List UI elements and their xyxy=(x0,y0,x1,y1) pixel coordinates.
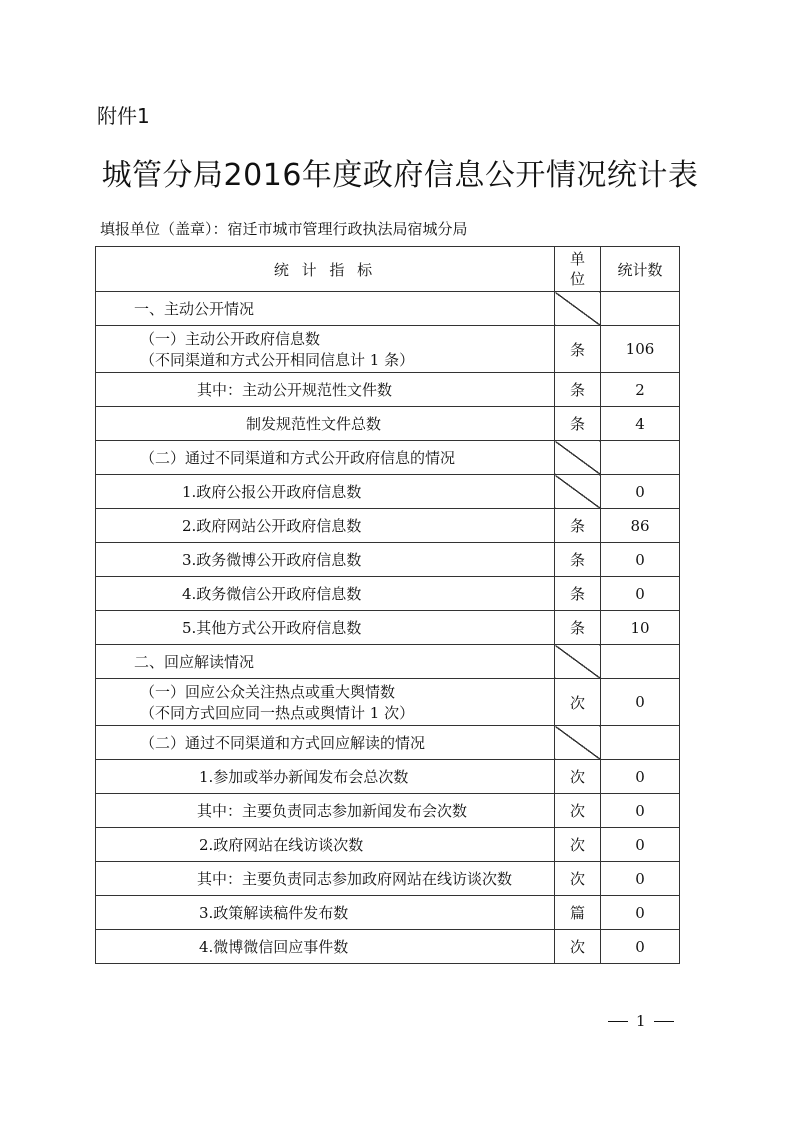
table-row xyxy=(96,828,680,862)
unit-cell: 条 xyxy=(555,373,601,407)
indicator-label: 3.政务微博公开政府信息数 xyxy=(182,551,362,569)
indicator-label: （一）主动公开政府信息数 xyxy=(140,330,321,348)
count-cell: 86 xyxy=(601,509,680,543)
unit-cell: 条 xyxy=(555,509,601,543)
unit-cell xyxy=(555,441,601,475)
count-cell: 0 xyxy=(601,896,680,930)
table-row xyxy=(96,930,680,964)
page-footer xyxy=(608,1012,674,1030)
unit-cell: 条 xyxy=(555,611,601,645)
table-row xyxy=(96,896,680,930)
indicator-label: 4.政务微信公开政府信息数 xyxy=(182,585,362,603)
indicator-label: （二）通过不同渠道和方式回应解读的情况 xyxy=(140,734,426,752)
indicator-cell xyxy=(96,373,555,407)
count-cell: 0 xyxy=(601,828,680,862)
indicator-cell xyxy=(96,407,555,441)
indicator-label: 其中：主要负责同志参加政府网站在线访谈次数 xyxy=(197,870,513,888)
unit-cell xyxy=(555,475,601,509)
table-header-row xyxy=(96,247,680,292)
unit-cell: 次 xyxy=(555,679,601,726)
table-row xyxy=(96,407,680,441)
table-row xyxy=(96,760,680,794)
indicator-note: （不同渠道和方式公开相同信息计 1 条） xyxy=(140,351,415,369)
indicator-cell xyxy=(96,292,555,326)
unit-cell xyxy=(555,726,601,760)
page-number: 1 xyxy=(636,1012,646,1030)
indicator-label: 4.微博微信回应事件数 xyxy=(199,938,349,956)
count-cell xyxy=(601,441,680,475)
count-cell: 0 xyxy=(601,930,680,964)
indicator-label: 2.政府网站在线访谈次数 xyxy=(199,836,364,854)
indicator-cell xyxy=(96,611,555,645)
table-row xyxy=(96,794,680,828)
unit-cell xyxy=(555,292,601,326)
table-row xyxy=(96,862,680,896)
unit-cell: 条 xyxy=(555,407,601,441)
header-unit xyxy=(555,247,601,292)
table-row xyxy=(96,373,680,407)
indicator-cell xyxy=(96,726,555,760)
table-row xyxy=(96,543,680,577)
count-cell: 10 xyxy=(601,611,680,645)
indicator-label: 其中：主动公开规范性文件数 xyxy=(197,381,393,399)
unit-cell: 条 xyxy=(555,326,601,373)
indicator-cell xyxy=(96,475,555,509)
unit-cell: 篇 xyxy=(555,896,601,930)
footer-dash-left xyxy=(608,1021,628,1022)
unit-cell: 次 xyxy=(555,760,601,794)
indicator-cell xyxy=(96,509,555,543)
indicator-label: 1.参加或举办新闻发布会总次数 xyxy=(199,768,409,786)
reporting-unit: 填报单位（盖章）：宿迁市城市管理行政执法局宿城分局 xyxy=(100,220,468,238)
indicator-label: 2.政府网站公开政府信息数 xyxy=(182,517,362,535)
header-count: 统计数 xyxy=(601,247,680,292)
unit-cell: 次 xyxy=(555,794,601,828)
unit-cell: 条 xyxy=(555,577,601,611)
unit-cell: 次 xyxy=(555,930,601,964)
table-row xyxy=(96,441,680,475)
unit-cell: 条 xyxy=(555,543,601,577)
header-indicator: 统 计 指 标 xyxy=(96,247,555,292)
indicator-cell xyxy=(96,441,555,475)
header-unit-text: 单 位 xyxy=(569,250,585,288)
indicator-note: （不同方式回应同一热点或舆情计 1 次） xyxy=(140,704,415,722)
count-cell: 106 xyxy=(601,326,680,373)
table-row xyxy=(96,577,680,611)
indicator-label: 一、主动公开情况 xyxy=(134,300,255,318)
count-cell xyxy=(601,726,680,760)
unit-cell: 次 xyxy=(555,862,601,896)
count-cell: 2 xyxy=(601,373,680,407)
indicator-label: 二、回应解读情况 xyxy=(134,653,255,671)
count-cell: 4 xyxy=(601,407,680,441)
unit-cell: 次 xyxy=(555,828,601,862)
count-cell: 0 xyxy=(601,577,680,611)
indicator-cell xyxy=(96,760,555,794)
indicator-cell xyxy=(96,862,555,896)
indicator-label: 3.政策解读稿件发布数 xyxy=(199,904,349,922)
unit-cell xyxy=(555,645,601,679)
indicator-cell xyxy=(96,577,555,611)
table-row xyxy=(96,679,680,726)
table-row xyxy=(96,726,680,760)
table-row xyxy=(96,292,680,326)
statistics-table xyxy=(95,246,680,964)
table-row xyxy=(96,645,680,679)
attachment-label: 附件1 xyxy=(97,104,150,128)
count-cell: 0 xyxy=(601,862,680,896)
indicator-cell xyxy=(96,794,555,828)
indicator-cell xyxy=(96,679,555,726)
count-cell xyxy=(601,645,680,679)
indicator-cell xyxy=(96,326,555,373)
count-cell: 0 xyxy=(601,760,680,794)
indicator-cell xyxy=(96,645,555,679)
count-cell: 0 xyxy=(601,475,680,509)
indicator-label: （二）通过不同渠道和方式公开政府信息的情况 xyxy=(140,449,456,467)
table-row xyxy=(96,611,680,645)
table-body xyxy=(96,292,680,964)
count-cell xyxy=(601,292,680,326)
table-row xyxy=(96,326,680,373)
footer-dash-right xyxy=(654,1021,674,1022)
indicator-cell xyxy=(96,828,555,862)
indicator-label: 5.其他方式公开政府信息数 xyxy=(182,619,362,637)
indicator-label: 1.政府公报公开政府信息数 xyxy=(182,483,362,501)
indicator-cell xyxy=(96,930,555,964)
table-row xyxy=(96,509,680,543)
table-row xyxy=(96,475,680,509)
count-cell: 0 xyxy=(601,543,680,577)
indicator-label: 其中：主要负责同志参加新闻发布会次数 xyxy=(197,802,468,820)
indicator-cell xyxy=(96,543,555,577)
count-cell: 0 xyxy=(601,679,680,726)
document-title: 城管分局2016年度政府信息公开情况统计表 xyxy=(101,158,699,193)
indicator-cell xyxy=(96,896,555,930)
indicator-label: 制发规范性文件总数 xyxy=(246,415,382,433)
count-cell: 0 xyxy=(601,794,680,828)
indicator-label: （一）回应公众关注热点或重大舆情数 xyxy=(140,683,396,701)
